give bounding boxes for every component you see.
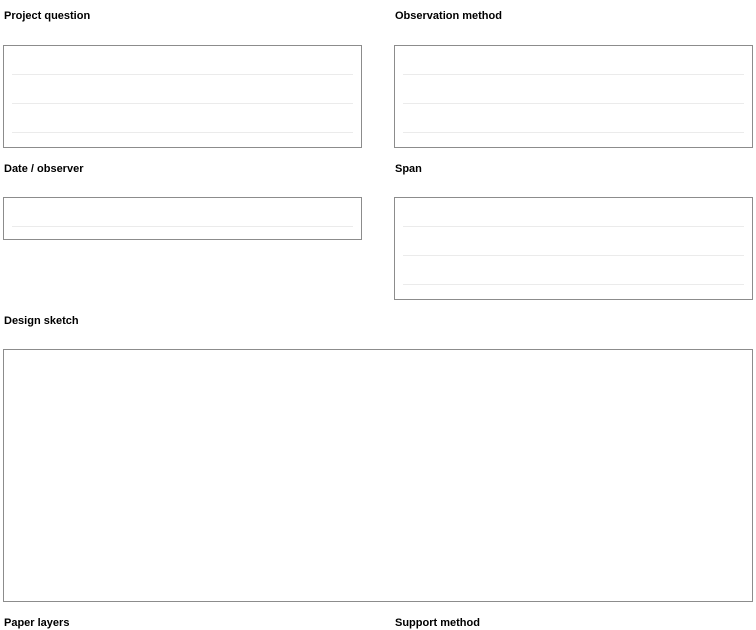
span-box[interactable] <box>394 197 753 300</box>
span-label: Span <box>395 163 422 175</box>
writing-line <box>403 103 744 104</box>
design-sketch-label: Design sketch <box>4 315 79 327</box>
observation-method-box[interactable] <box>394 45 753 148</box>
writing-line <box>12 226 353 227</box>
writing-line <box>12 74 353 75</box>
design-sketch-box[interactable] <box>3 349 753 602</box>
writing-line <box>12 103 353 104</box>
writing-line <box>403 132 744 133</box>
writing-line <box>12 132 353 133</box>
paper-layers-label: Paper layers <box>4 617 70 629</box>
project-question-box[interactable] <box>3 45 362 148</box>
writing-line <box>403 284 744 285</box>
support-method-label: Support method <box>395 617 480 629</box>
writing-line <box>403 255 744 256</box>
project-question-label: Project question <box>4 10 91 22</box>
writing-line <box>403 226 744 227</box>
writing-line <box>403 74 744 75</box>
date-observer-box[interactable] <box>3 197 362 240</box>
observation-method-label: Observation method <box>395 10 502 22</box>
date-observer-label: Date / observer <box>4 163 84 175</box>
